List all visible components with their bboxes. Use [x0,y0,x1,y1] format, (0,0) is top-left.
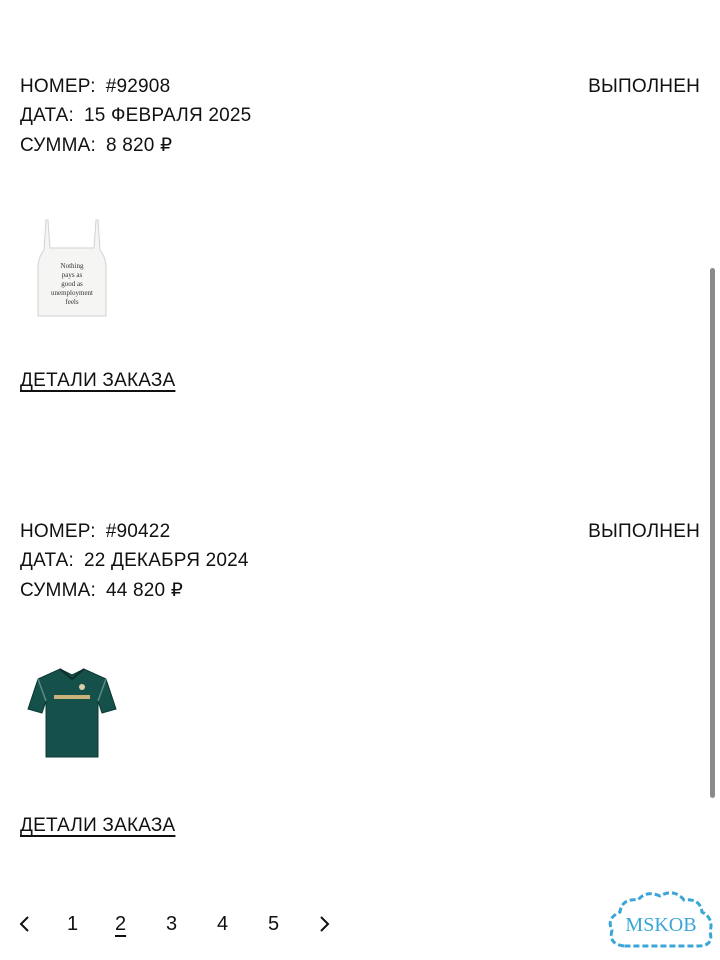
watermark-text: MSKOB [625,914,697,936]
product-print-line-4: unemployment [51,289,93,297]
order-date-label: ДАТА: [20,105,74,126]
order-status: ВЫПОЛНЕН [588,521,700,542]
order-date-label: ДАТА: [20,550,74,571]
watermark-cloud-logo [606,888,716,954]
product-print-line-1: Nothing [60,262,84,270]
order-number [20,521,170,543]
page-link-5[interactable]: 5 [268,913,280,935]
order-status: ВЫПОЛНЕН [588,76,700,97]
page-link-1[interactable]: 1 [67,913,79,935]
order-number-value: #90422 [105,521,171,542]
order-sum-value: 8 820 ₽ [105,135,173,156]
product-print-line-2: pays as [61,271,83,279]
order-number [20,76,170,98]
order-sum-value: 44 820 ₽ [105,580,184,601]
product-print-line-3: good as [61,280,83,288]
order-date [20,550,249,572]
page-link-2-current[interactable]: 2 [115,913,127,935]
order-date [20,105,251,127]
chevron-right-icon[interactable] [317,908,331,943]
product-thumbnail-tank-top[interactable] [26,218,118,318]
order-number-label: НОМЕР: [20,521,96,542]
order-sum-label: СУММА: [20,135,96,156]
order-details-link[interactable]: ДЕТАЛИ ЗАКАЗА [20,370,176,391]
product-thumbnail-jersey[interactable] [26,661,118,761]
product-print-line-5: feels [65,298,79,306]
order-sum-label: СУММА: [20,580,96,601]
order-number-label: НОМЕР: [20,76,96,97]
page-link-4[interactable]: 4 [217,913,229,935]
chevron-left-icon[interactable] [18,908,32,943]
order-details-link[interactable]: ДЕТАЛИ ЗАКАЗА [20,815,176,836]
order-date-value: 22 ДЕКАБРЯ 2024 [83,550,249,571]
scrollbar[interactable] [710,268,715,798]
order-sum [20,579,183,602]
order-number-value: #92908 [105,76,171,97]
order-date-value: 15 ФЕВРАЛЯ 2025 [83,105,252,126]
page-link-3[interactable]: 3 [166,913,178,935]
order-sum [20,134,172,157]
